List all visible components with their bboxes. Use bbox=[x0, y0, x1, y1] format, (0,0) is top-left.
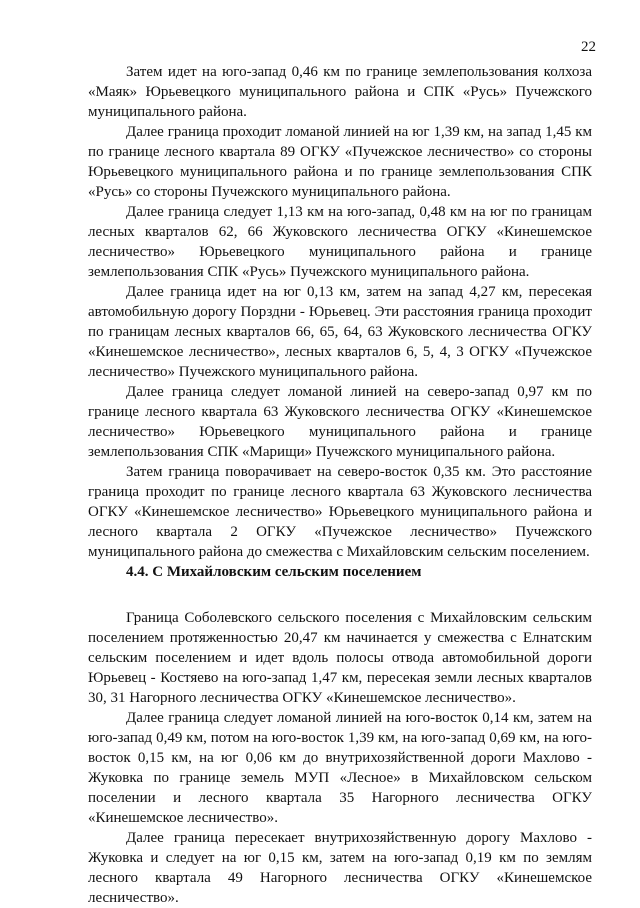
paragraph: Далее граница идет на юг 0,13 км, затем на запад 4,27 км, пересекая автомобильную дорогу Порздни - Юрьевец. Эти расстояния граница проходит по границам лесных кварталов 66, 65, 64, 63 Жуковского лесничества ОГКУ «Кинешемское лесничество», лесных кварталов 6, 5, 4, 3 ОГКУ «Пучежское лесничество» Пучежского муниципального района. bbox=[88, 284, 592, 380]
page-number: 22 bbox=[581, 39, 596, 55]
paragraph: Далее граница пересекает внутрихозяйственную дорогу Махлово - Жуковка и следует на юг 0,15 км, затем на юго-запад 0,19 км по землям лесного квартала 49 Нагорного лесничества ОГКУ «Кинешемское лесничество». bbox=[88, 830, 592, 906]
paragraph: Далее граница следует 1,13 км на юго-запад, 0,48 км на юг по границам лесных кварталов 62, 66 Жуковского лесничества ОГКУ «Кинешемское лесничество» Юрьевецкого муниципального района и границе землепользования СПК «Русь» Пучежского муниципального района. bbox=[88, 204, 592, 280]
paragraph: Далее граница следует ломаной линией на юго-восток 0,14 км, затем на юго-запад 0,49 км, потом на юго-восток 1,39 км, на юго-запад 0,69 км, на юго-восток 0,15 км, на юг 0,06 км до внутрихозяйственной дороги Махлово - Жуковка по границе земель МУП «Лесное» в Михайловском сельском поселении и лесного квартала 35 Нагорного лесничества ОГКУ «Кинешемское лесничество». bbox=[88, 710, 592, 826]
paragraph: Далее граница проходит ломаной линией на юг 1,39 км, на запад 1,45 км по границе лесного квартала 89 ОГКУ «Пучежское лесничество» со стороны Юрьевецкого муниципального района и по границе землепользования СПК «Русь» со стороны Пучежского муниципального района. bbox=[88, 124, 592, 200]
paragraph: Граница Соболевского сельского поселения с Михайловским сельским поселением протяженностью 20,47 км начинается у смежества с Елнатским сельским поселением и идет вдоль полосы отвода автомобильной дороги Юрьевец - Костяево на юго-запад 1,47 км, пересекая земли лесных кварталов 30, 31 Нагорного лесничества ОГКУ «Кинешемское лесничество». bbox=[88, 610, 592, 706]
paragraph: Затем граница поворачивает на северо-восток 0,35 км. Это расстояние граница проходит по границе лесного квартала 63 Жуковского лесничества ОГКУ «Кинешемское лесничество» Юрьевецкого муниципального района и лесного квартала 2 ОГКУ «Пучежское лесничество» Пучежского муниципального района до смежества с Михайловским сельским поселением. bbox=[88, 464, 592, 560]
section-heading: 4.4. С Михайловским сельским поселением bbox=[126, 564, 422, 580]
paragraph: Затем идет на юго-запад 0,46 км по границе землепользования колхоза «Маяк» Юрьевецкого муниципального района и СПК «Русь» Пучежского муниципального района. bbox=[88, 64, 592, 120]
paragraph: Далее граница следует ломаной линией на северо-запад 0,97 км по границе лесного квартала 63 Жуковского лесничества ОГКУ «Кинешемское лесничество» Юрьевецкого муниципального района и границе землепользования СПК «Марищи» Пучежского муниципального района. bbox=[88, 384, 592, 460]
document-body bbox=[88, 62, 592, 908]
